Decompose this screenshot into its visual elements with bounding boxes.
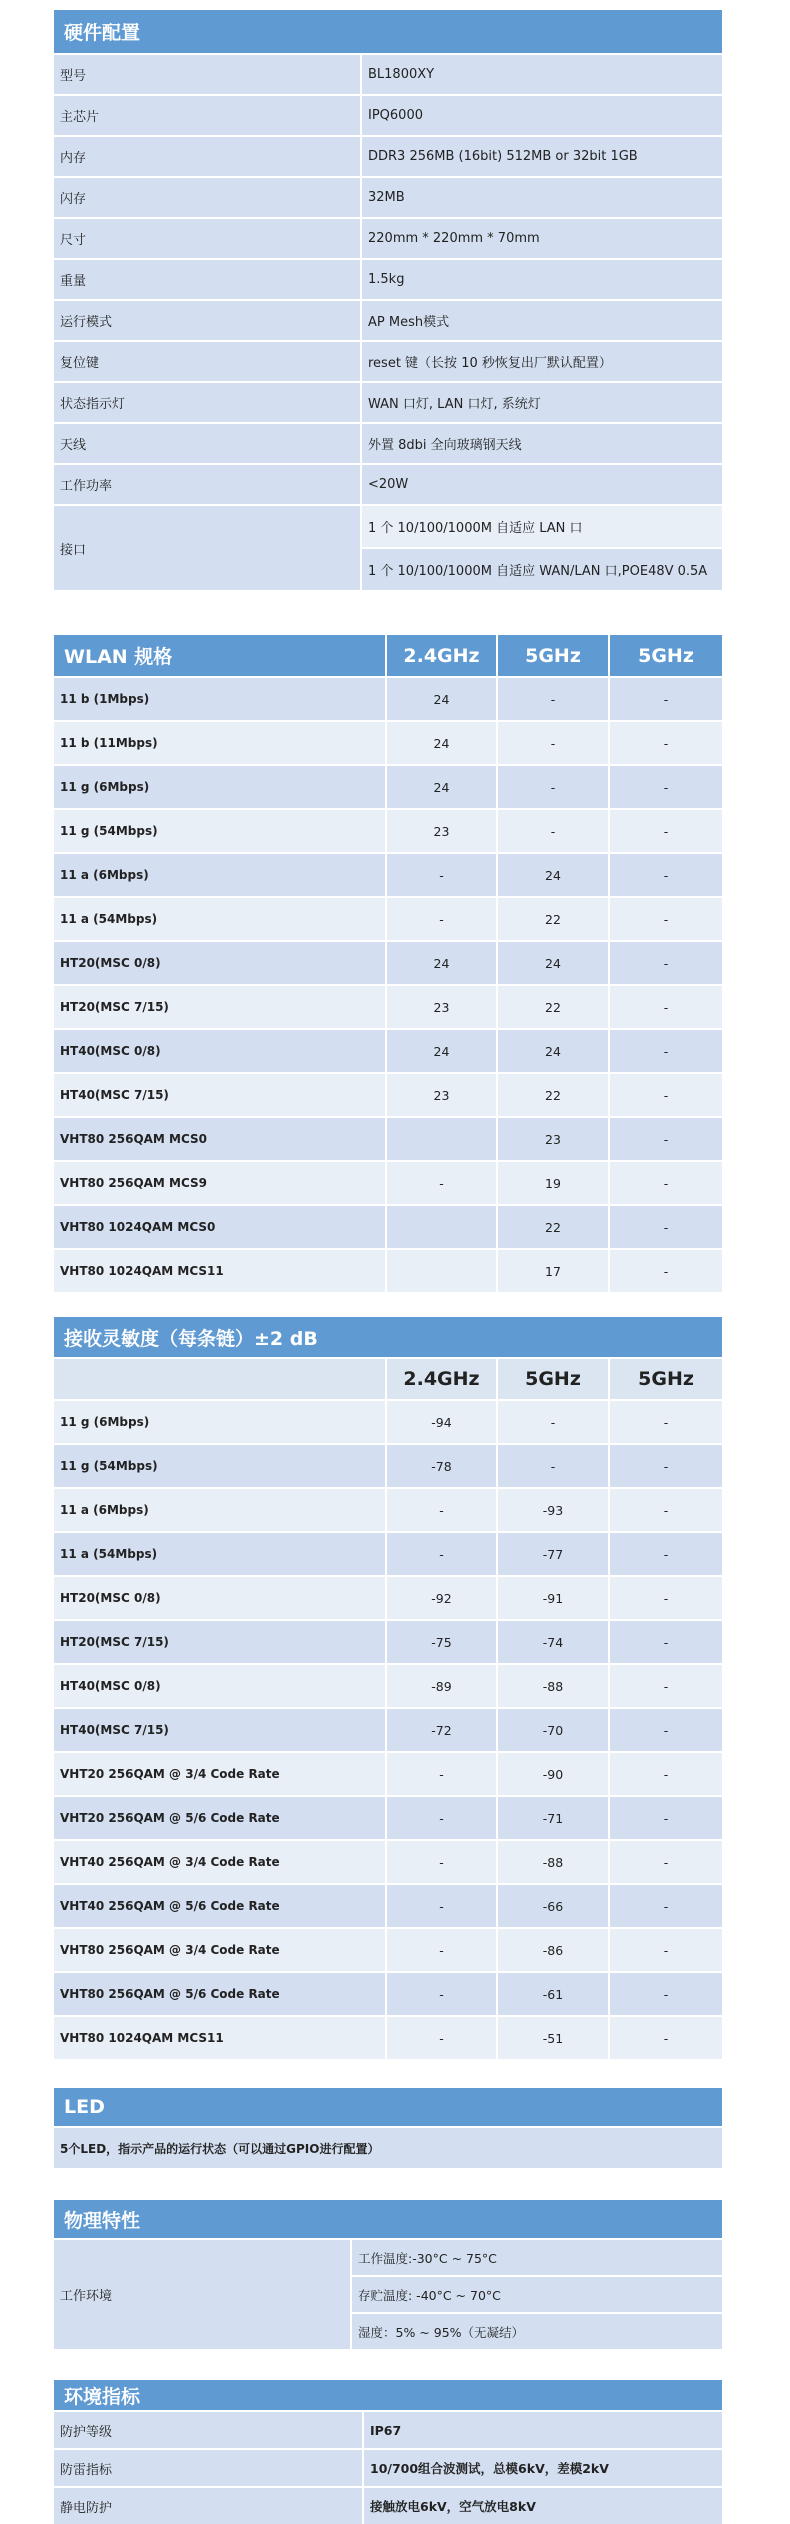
rx-col-header: 5GHz — [498, 1359, 610, 1401]
led-title: LED — [54, 2088, 722, 2128]
storage-temp: 存贮温度: -40°C ~ 70°C — [352, 2277, 722, 2314]
spec-row — [54, 260, 722, 301]
wlan-table — [54, 635, 722, 1294]
wlan-cell: - — [387, 854, 498, 898]
rx-cell: - — [387, 1973, 498, 2017]
wlan-cell: 24 — [498, 942, 610, 986]
wlan-cell: - — [610, 942, 722, 986]
spec-value: reset 键（长按 10 秒恢复出厂默认配置） — [362, 342, 722, 383]
wlan-title: WLAN 规格 — [54, 635, 387, 678]
spec-row — [54, 301, 722, 342]
rx-cell: - — [387, 1489, 498, 1533]
rx-cell: - — [610, 1841, 722, 1885]
rx-rate-label: HT20(MSC 7/15) — [54, 1621, 387, 1665]
spec-label: 闪存 — [54, 178, 362, 219]
spec-row — [54, 424, 722, 465]
wlan-col-header: 2.4GHz — [387, 635, 498, 678]
rx-row — [54, 2017, 722, 2061]
rx-cell: -88 — [498, 1841, 610, 1885]
wlan-cell: 23 — [498, 1118, 610, 1162]
wlan-cell: - — [610, 766, 722, 810]
wlan-cell: 24 — [498, 854, 610, 898]
wlan-row — [54, 810, 722, 854]
spec-label: 复位键 — [54, 342, 362, 383]
wlan-cell — [387, 1250, 498, 1294]
spec-value: AP Mesh模式 — [362, 301, 722, 342]
rx-row — [54, 1489, 722, 1533]
rx-row — [54, 1841, 722, 1885]
env-section — [54, 2380, 722, 2524]
rx-row — [54, 1797, 722, 1841]
wlan-row — [54, 722, 722, 766]
env-value: 接触放电6kV，空气放电8kV — [364, 2488, 722, 2524]
rx-table — [54, 1317, 722, 2061]
port-value: 1 个 10/100/1000M 自适应 LAN 口 — [362, 506, 722, 549]
rx-row — [54, 1753, 722, 1797]
physical-row — [54, 2240, 722, 2277]
rx-col-blank — [54, 1359, 387, 1401]
env-row — [54, 2412, 722, 2450]
port-row — [54, 506, 722, 549]
rx-cell: - — [387, 1753, 498, 1797]
wlan-cell: 23 — [387, 986, 498, 1030]
wlan-cell: 22 — [498, 898, 610, 942]
spec-value: <20W — [362, 465, 722, 506]
wlan-row — [54, 1162, 722, 1206]
rx-rate-label: HT40(MSC 7/15) — [54, 1709, 387, 1753]
spec-value: BL1800XY — [362, 55, 722, 96]
rx-rate-label: HT40(MSC 0/8) — [54, 1665, 387, 1709]
spec-value: 220mm * 220mm * 70mm — [362, 219, 722, 260]
rx-cell: - — [498, 1401, 610, 1445]
wlan-col-header: 5GHz — [498, 635, 610, 678]
rx-cell: - — [610, 1753, 722, 1797]
humidity: 湿度：5% ~ 95%（无凝结） — [352, 2314, 722, 2351]
spec-label: 主芯片 — [54, 96, 362, 137]
rx-rate-label: HT20(MSC 0/8) — [54, 1577, 387, 1621]
rx-cell: - — [610, 1621, 722, 1665]
env-value: IP67 — [364, 2412, 722, 2450]
env-label: 防护等级 — [54, 2412, 364, 2450]
wlan-rate-label: HT40(MSC 0/8) — [54, 1030, 387, 1074]
rx-cell: - — [610, 1885, 722, 1929]
env-label: 静电防护 — [54, 2488, 364, 2524]
wlan-cell: 23 — [387, 810, 498, 854]
port-value: 1 个 10/100/1000M 自适应 WAN/LAN 口,POE48V 0.5A — [362, 549, 722, 592]
wlan-cell: 24 — [387, 722, 498, 766]
hardware-section — [54, 10, 722, 592]
rx-row — [54, 1445, 722, 1489]
wlan-cell: - — [387, 898, 498, 942]
rx-row — [54, 1973, 722, 2017]
rx-cell: - — [387, 1885, 498, 1929]
spec-label: 工作功率 — [54, 465, 362, 506]
rx-cell: -75 — [387, 1621, 498, 1665]
wlan-cell: - — [498, 678, 610, 722]
spec-row — [54, 219, 722, 260]
rx-rate-label: VHT40 256QAM @ 3/4 Code Rate — [54, 1841, 387, 1885]
rx-col-header-row — [54, 1359, 722, 1401]
wlan-rate-label: HT40(MSC 7/15) — [54, 1074, 387, 1118]
physical-table — [54, 2200, 722, 2351]
rx-row — [54, 1401, 722, 1445]
rx-cell: - — [610, 1577, 722, 1621]
rx-cell: - — [387, 1841, 498, 1885]
spec-row — [54, 55, 722, 96]
spec-row — [54, 465, 722, 506]
rx-cell: - — [610, 1929, 722, 1973]
wlan-rate-label: 11 a (54Mbps) — [54, 898, 387, 942]
rx-rate-label: 11 a (54Mbps) — [54, 1533, 387, 1577]
wlan-cell: 17 — [498, 1250, 610, 1294]
rx-cell: -61 — [498, 1973, 610, 2017]
rx-cell: -70 — [498, 1709, 610, 1753]
rx-cell: -66 — [498, 1885, 610, 1929]
wlan-row — [54, 942, 722, 986]
wlan-cell: - — [387, 1162, 498, 1206]
wlan-row — [54, 1250, 722, 1294]
wlan-cell: - — [610, 810, 722, 854]
wlan-cell: - — [610, 722, 722, 766]
spec-row — [54, 383, 722, 424]
rx-cell: -78 — [387, 1445, 498, 1489]
rx-cell: -94 — [387, 1401, 498, 1445]
rx-cell: - — [610, 1709, 722, 1753]
rx-cell: -51 — [498, 2017, 610, 2061]
rx-cell: -74 — [498, 1621, 610, 1665]
wlan-cell: - — [498, 810, 610, 854]
rx-rate-label: VHT80 256QAM @ 3/4 Code Rate — [54, 1929, 387, 1973]
spec-value: IPQ6000 — [362, 96, 722, 137]
wlan-cell: 23 — [387, 1074, 498, 1118]
rx-cell: -86 — [498, 1929, 610, 1973]
wlan-cell: - — [610, 854, 722, 898]
led-section — [54, 2088, 722, 2170]
rx-rate-label: VHT20 256QAM @ 5/6 Code Rate — [54, 1797, 387, 1841]
rx-cell: - — [610, 1401, 722, 1445]
rx-row — [54, 1665, 722, 1709]
spec-row — [54, 137, 722, 178]
rx-cell: - — [610, 1665, 722, 1709]
rx-cell: - — [610, 1973, 722, 2017]
wlan-rate-label: HT20(MSC 7/15) — [54, 986, 387, 1030]
spec-label: 型号 — [54, 55, 362, 96]
rx-cell: -89 — [387, 1665, 498, 1709]
wlan-cell: 22 — [498, 1206, 610, 1250]
wlan-cell: - — [610, 1206, 722, 1250]
spec-label: 内存 — [54, 137, 362, 178]
wlan-cell: 24 — [498, 1030, 610, 1074]
rx-rate-label: VHT40 256QAM @ 5/6 Code Rate — [54, 1885, 387, 1929]
rx-row — [54, 1709, 722, 1753]
wlan-rate-label: 11 b (1Mbps) — [54, 678, 387, 722]
wlan-cell: - — [610, 678, 722, 722]
spec-label: 状态指示灯 — [54, 383, 362, 424]
wlan-row — [54, 1030, 722, 1074]
wlan-row — [54, 854, 722, 898]
rx-cell: - — [387, 1929, 498, 1973]
rx-rate-label: VHT20 256QAM @ 3/4 Code Rate — [54, 1753, 387, 1797]
wlan-cell: - — [610, 1030, 722, 1074]
rx-cell: - — [610, 1533, 722, 1577]
rx-rate-label: 11 g (6Mbps) — [54, 1401, 387, 1445]
spec-row — [54, 178, 722, 219]
rx-rate-label: VHT80 1024QAM MCS11 — [54, 2017, 387, 2061]
rx-rate-label: VHT80 256QAM @ 5/6 Code Rate — [54, 1973, 387, 2017]
wlan-rate-label: 11 b (11Mbps) — [54, 722, 387, 766]
port-label: 接口 — [54, 506, 362, 592]
rx-title: 接收灵敏度（每条链）±2 dB — [54, 1317, 722, 1359]
rx-cell: - — [610, 1445, 722, 1489]
rx-cell: -91 — [498, 1577, 610, 1621]
rx-cell: -71 — [498, 1797, 610, 1841]
wlan-cell: 19 — [498, 1162, 610, 1206]
rx-row — [54, 1885, 722, 1929]
rx-cell: -90 — [498, 1753, 610, 1797]
rx-cell: - — [387, 1797, 498, 1841]
wlan-row — [54, 1118, 722, 1162]
rx-cell: - — [387, 2017, 498, 2061]
wlan-rate-label: 11 g (6Mbps) — [54, 766, 387, 810]
wlan-rate-label: HT20(MSC 0/8) — [54, 942, 387, 986]
rx-cell: -77 — [498, 1533, 610, 1577]
wlan-col-header: 5GHz — [610, 635, 722, 678]
hardware-table — [54, 10, 722, 592]
spec-value: 1.5kg — [362, 260, 722, 301]
wlan-row — [54, 898, 722, 942]
rx-row — [54, 1929, 722, 1973]
wlan-cell: - — [610, 1162, 722, 1206]
rx-cell: -92 — [387, 1577, 498, 1621]
wlan-cell: - — [498, 722, 610, 766]
rx-cell: - — [498, 1445, 610, 1489]
env-table — [54, 2380, 722, 2524]
env-row — [54, 2450, 722, 2488]
wlan-cell: - — [610, 898, 722, 942]
rx-cell: - — [610, 1489, 722, 1533]
wlan-cell: 22 — [498, 1074, 610, 1118]
spec-label: 重量 — [54, 260, 362, 301]
physical-section — [54, 2200, 722, 2351]
wlan-rate-label: VHT80 256QAM MCS0 — [54, 1118, 387, 1162]
spec-label: 尺寸 — [54, 219, 362, 260]
env-title: 环境指标 — [54, 2380, 722, 2412]
wlan-cell: 24 — [387, 678, 498, 722]
env-value: 10/700组合波测试，总模6kV，差模2kV — [364, 2450, 722, 2488]
wlan-row — [54, 1074, 722, 1118]
spec-value: WAN 口灯, LAN 口灯, 系统灯 — [362, 383, 722, 424]
wlan-rate-label: VHT80 1024QAM MCS0 — [54, 1206, 387, 1250]
wlan-cell: - — [610, 1250, 722, 1294]
work-temp: 工作温度:-30°C ~ 75°C — [352, 2240, 722, 2277]
env-row — [54, 2488, 722, 2524]
rx-cell: -72 — [387, 1709, 498, 1753]
wlan-rate-label: 11 g (54Mbps) — [54, 810, 387, 854]
hardware-title: 硬件配置 — [54, 10, 722, 55]
led-table — [54, 2088, 722, 2170]
wlan-cell: 24 — [387, 1030, 498, 1074]
wlan-cell — [387, 1206, 498, 1250]
spec-row — [54, 96, 722, 137]
spec-row — [54, 342, 722, 383]
rx-cell: -88 — [498, 1665, 610, 1709]
wlan-row — [54, 1206, 722, 1250]
spec-value: 32MB — [362, 178, 722, 219]
rx-cell: - — [387, 1533, 498, 1577]
rx-col-header: 5GHz — [610, 1359, 722, 1401]
work-env-label: 工作环境 — [54, 2240, 352, 2351]
wlan-row — [54, 766, 722, 810]
rx-rate-label: 11 g (54Mbps) — [54, 1445, 387, 1489]
wlan-cell — [387, 1118, 498, 1162]
rx-cell: - — [610, 2017, 722, 2061]
spec-label: 天线 — [54, 424, 362, 465]
wlan-cell: 24 — [387, 942, 498, 986]
wlan-cell: 24 — [387, 766, 498, 810]
spec-value: DDR3 256MB (16bit) 512MB or 32bit 1GB — [362, 137, 722, 178]
wlan-cell: 22 — [498, 986, 610, 1030]
env-label: 防雷指标 — [54, 2450, 364, 2488]
rx-cell: - — [610, 1797, 722, 1841]
wlan-row — [54, 986, 722, 1030]
wlan-rate-label: VHT80 1024QAM MCS11 — [54, 1250, 387, 1294]
spec-value: 外置 8dbi 全向玻璃钢天线 — [362, 424, 722, 465]
wlan-cell: - — [610, 986, 722, 1030]
rx-row — [54, 1577, 722, 1621]
rx-cell: -93 — [498, 1489, 610, 1533]
wlan-rate-label: 11 a (6Mbps) — [54, 854, 387, 898]
wlan-cell: - — [610, 1074, 722, 1118]
rx-section — [54, 1317, 722, 2061]
wlan-section — [54, 635, 722, 1294]
rx-row — [54, 1533, 722, 1577]
rx-rate-label: 11 a (6Mbps) — [54, 1489, 387, 1533]
wlan-row — [54, 678, 722, 722]
wlan-rate-label: VHT80 256QAM MCS9 — [54, 1162, 387, 1206]
spec-label: 运行模式 — [54, 301, 362, 342]
wlan-cell: - — [610, 1118, 722, 1162]
rx-row — [54, 1621, 722, 1665]
rx-col-header: 2.4GHz — [387, 1359, 498, 1401]
wlan-cell: - — [498, 766, 610, 810]
physical-title: 物理特性 — [54, 2200, 722, 2240]
led-description: 5个LED，指示产品的运行状态（可以通过GPIO进行配置） — [54, 2128, 722, 2170]
